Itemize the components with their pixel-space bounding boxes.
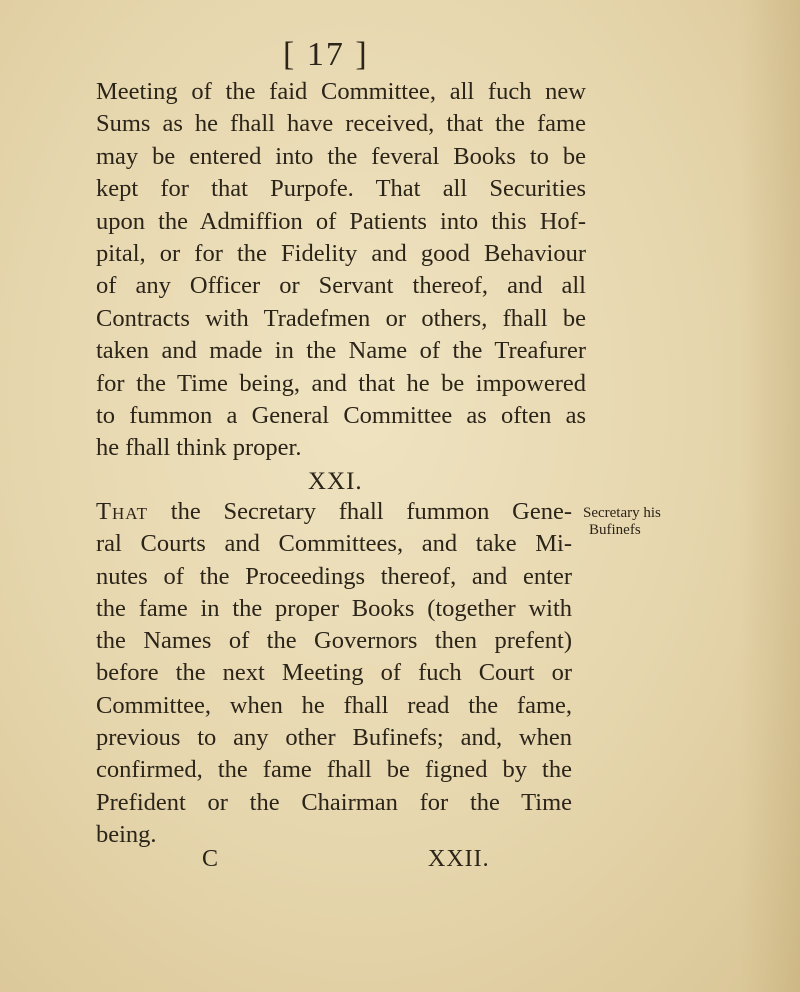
text-line: kept for that Purpofe. That all Securities: [96, 175, 586, 203]
signature-mark: C: [202, 846, 219, 872]
text-line: he fhall think proper.: [96, 434, 302, 462]
text-line: being.: [96, 820, 157, 848]
text-line: Sums as he fhall have received, that the fame: [96, 110, 586, 138]
marginal-note: [583, 505, 661, 539]
text-line: the Names of the Governors then prefent): [96, 627, 572, 655]
text-line: of any Officer or Servant thereof, and all: [96, 272, 586, 300]
text-line: Prefident or the Chairman for the Time: [96, 788, 572, 816]
text-line: nutes of the Proceedings thereof, and enter: [96, 562, 572, 590]
text-line: before the next Meeting of fuch Court or: [96, 659, 572, 687]
section-paragraph: [96, 496, 572, 851]
lead-word: That: [96, 498, 149, 525]
text-line: confirmed, the fame fhall be figned by the: [96, 756, 572, 784]
page-number-header: [ 17 ]: [283, 36, 369, 73]
paragraph-continued: [96, 76, 586, 465]
text-line: Committee, when he fhall read the fame,: [96, 691, 572, 719]
text-line: may be entered into the feveral Books to be: [96, 142, 586, 170]
text-line: for the Time being, and that he be impowered: [96, 369, 586, 397]
text-line: pital, or for the Fidelity and good Behaviour: [96, 240, 586, 268]
marginal-note-line: Secretary his: [583, 505, 661, 521]
text-line: the fame in the proper Books (together with: [96, 594, 572, 622]
text-line: ral Courts and Committees, and take Mi-: [96, 530, 572, 558]
page-edge-shadow: [740, 0, 800, 992]
text-line: taken and made in the Name of the Treafurer: [96, 337, 586, 365]
lead-line-rest: the Secretary fhall fummon Gene-: [148, 498, 572, 525]
text-line: [96, 496, 572, 528]
text-line: upon the Admiffion of Patients into this Hof-: [96, 207, 586, 235]
marginal-note-line: Bufinefs: [589, 522, 641, 538]
text-line: Contracts with Tradefmen or others, fhall be: [96, 304, 586, 332]
text-line: to fummon a General Committee as often as: [96, 402, 586, 430]
text-line: Meeting of the faid Committee, all fuch new: [96, 78, 586, 105]
catchword: XXII.: [428, 846, 490, 872]
text-line: previous to any other Bufinefs; and, when: [96, 724, 572, 752]
section-heading: XXI.: [308, 468, 363, 495]
